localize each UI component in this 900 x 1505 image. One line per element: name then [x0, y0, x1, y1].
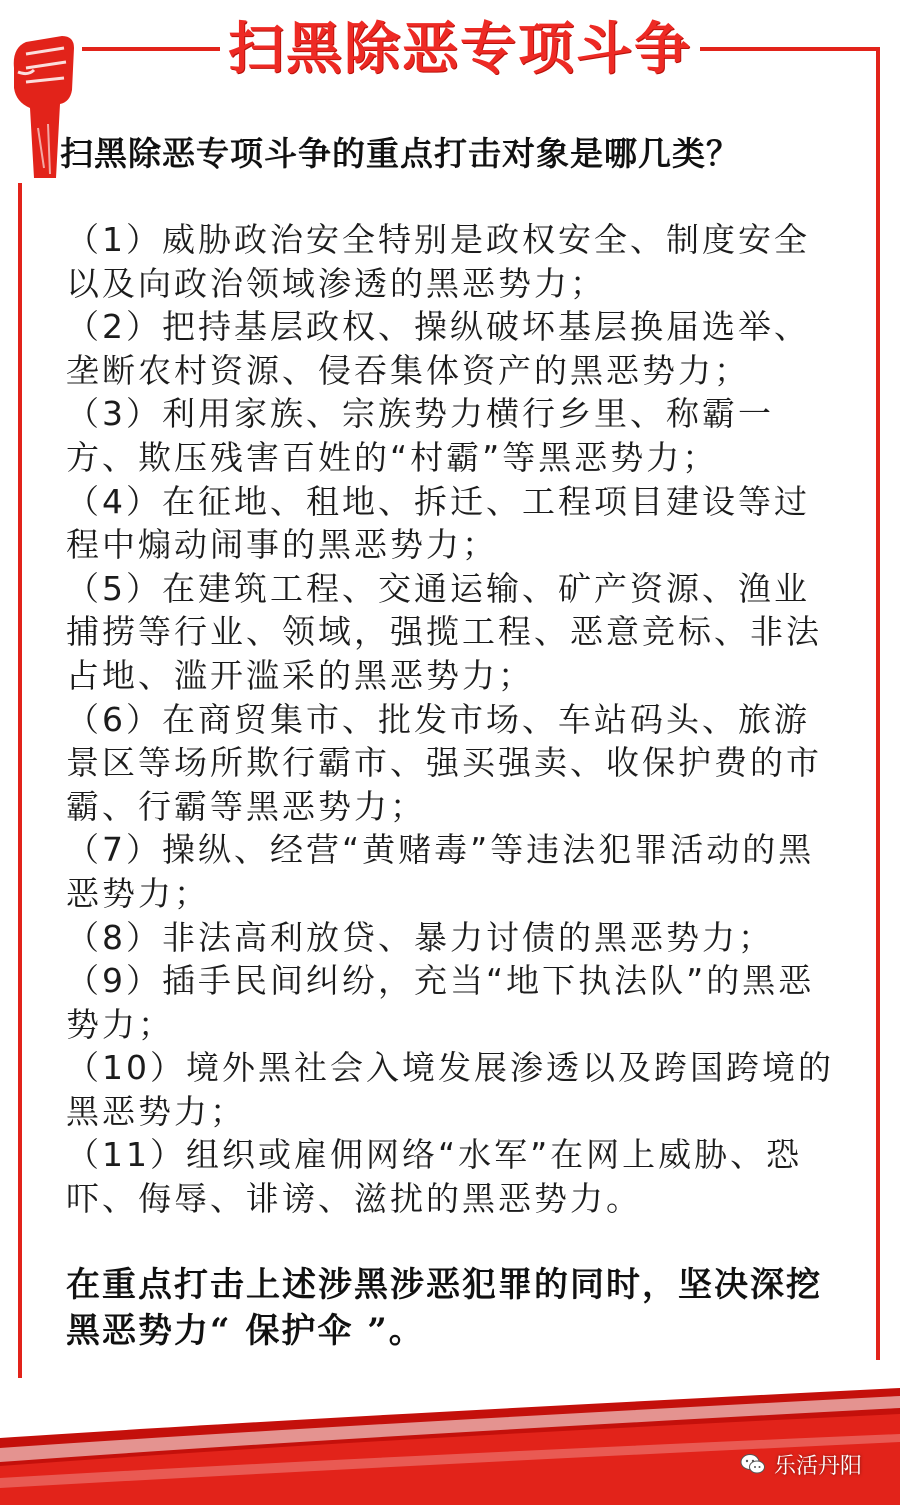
list-item: （2）把持基层政权、操纵破坏基层换届选举、垄断农村资源、侵吞集体资产的黑恶势力； — [66, 307, 810, 390]
watermark-label: 乐活丹阳 — [774, 1453, 863, 1479]
header-rule-left — [82, 47, 220, 51]
wechat-icon — [740, 1451, 766, 1477]
frame-left-border — [18, 183, 22, 1378]
list-item: （7）操纵、经营“黄赌毒”等违法犯罪活动的黑恶势力； — [66, 830, 815, 913]
list-item: （5）在建筑工程、交通运输、矿产资源、渔业捕捞等行业、领域，强揽工程、恶意竞标、非法占地、滥开滥采的黑恶势力； — [66, 568, 822, 695]
list-item: （8）非法高利放贷、暴力讨债的黑恶势力； — [66, 917, 774, 957]
banner-title: 扫黑除恶专项斗争 — [228, 17, 692, 82]
header-rule-right — [700, 47, 880, 51]
question-heading: 扫黑除恶专项斗争的重点打击对象是哪几类？ — [60, 134, 740, 173]
bottom-red-band — [0, 1378, 900, 1505]
list-item: （9）插手民间纠纷，充当“地下执法队”的黑恶势力； — [66, 961, 815, 1044]
list-item: （4）在征地、租地、拆迁、工程项目建设等过程中煽动闹事的黑恶势力； — [66, 481, 810, 565]
list-item: （1）威胁政治安全特别是政权安全、制度安全以及向政治领域渗透的黑恶势力； — [66, 220, 810, 303]
list-item: （10）境外黑社会入境发展渗透以及跨国跨境的黑恶势力； — [66, 1048, 834, 1131]
target-list — [66, 218, 841, 1221]
list-item: （3）利用家族、宗族势力横行乡里、称霸一方、欺压残害百姓的“村霸”等黑恶势力； — [66, 394, 774, 477]
list-item: （6）在商贸集市、批发市场、车站码头、旅游景区等场所欺行霸市、强买强卖、收保护费的市霸、行霸等黑恶势力； — [66, 699, 822, 826]
watermark — [740, 1444, 862, 1484]
frame-right-border — [876, 50, 880, 1360]
list-item: （11）组织或雇佣网络“水军”在网上威胁、恐吓、侮辱、诽谤、滋扰的黑恶势力。 — [66, 1135, 803, 1219]
conclusion-paragraph: 在重点打击上述涉黑涉恶犯罪的同时，坚决深挖黑恶势力“ 保护伞 ”。 — [66, 1265, 822, 1351]
